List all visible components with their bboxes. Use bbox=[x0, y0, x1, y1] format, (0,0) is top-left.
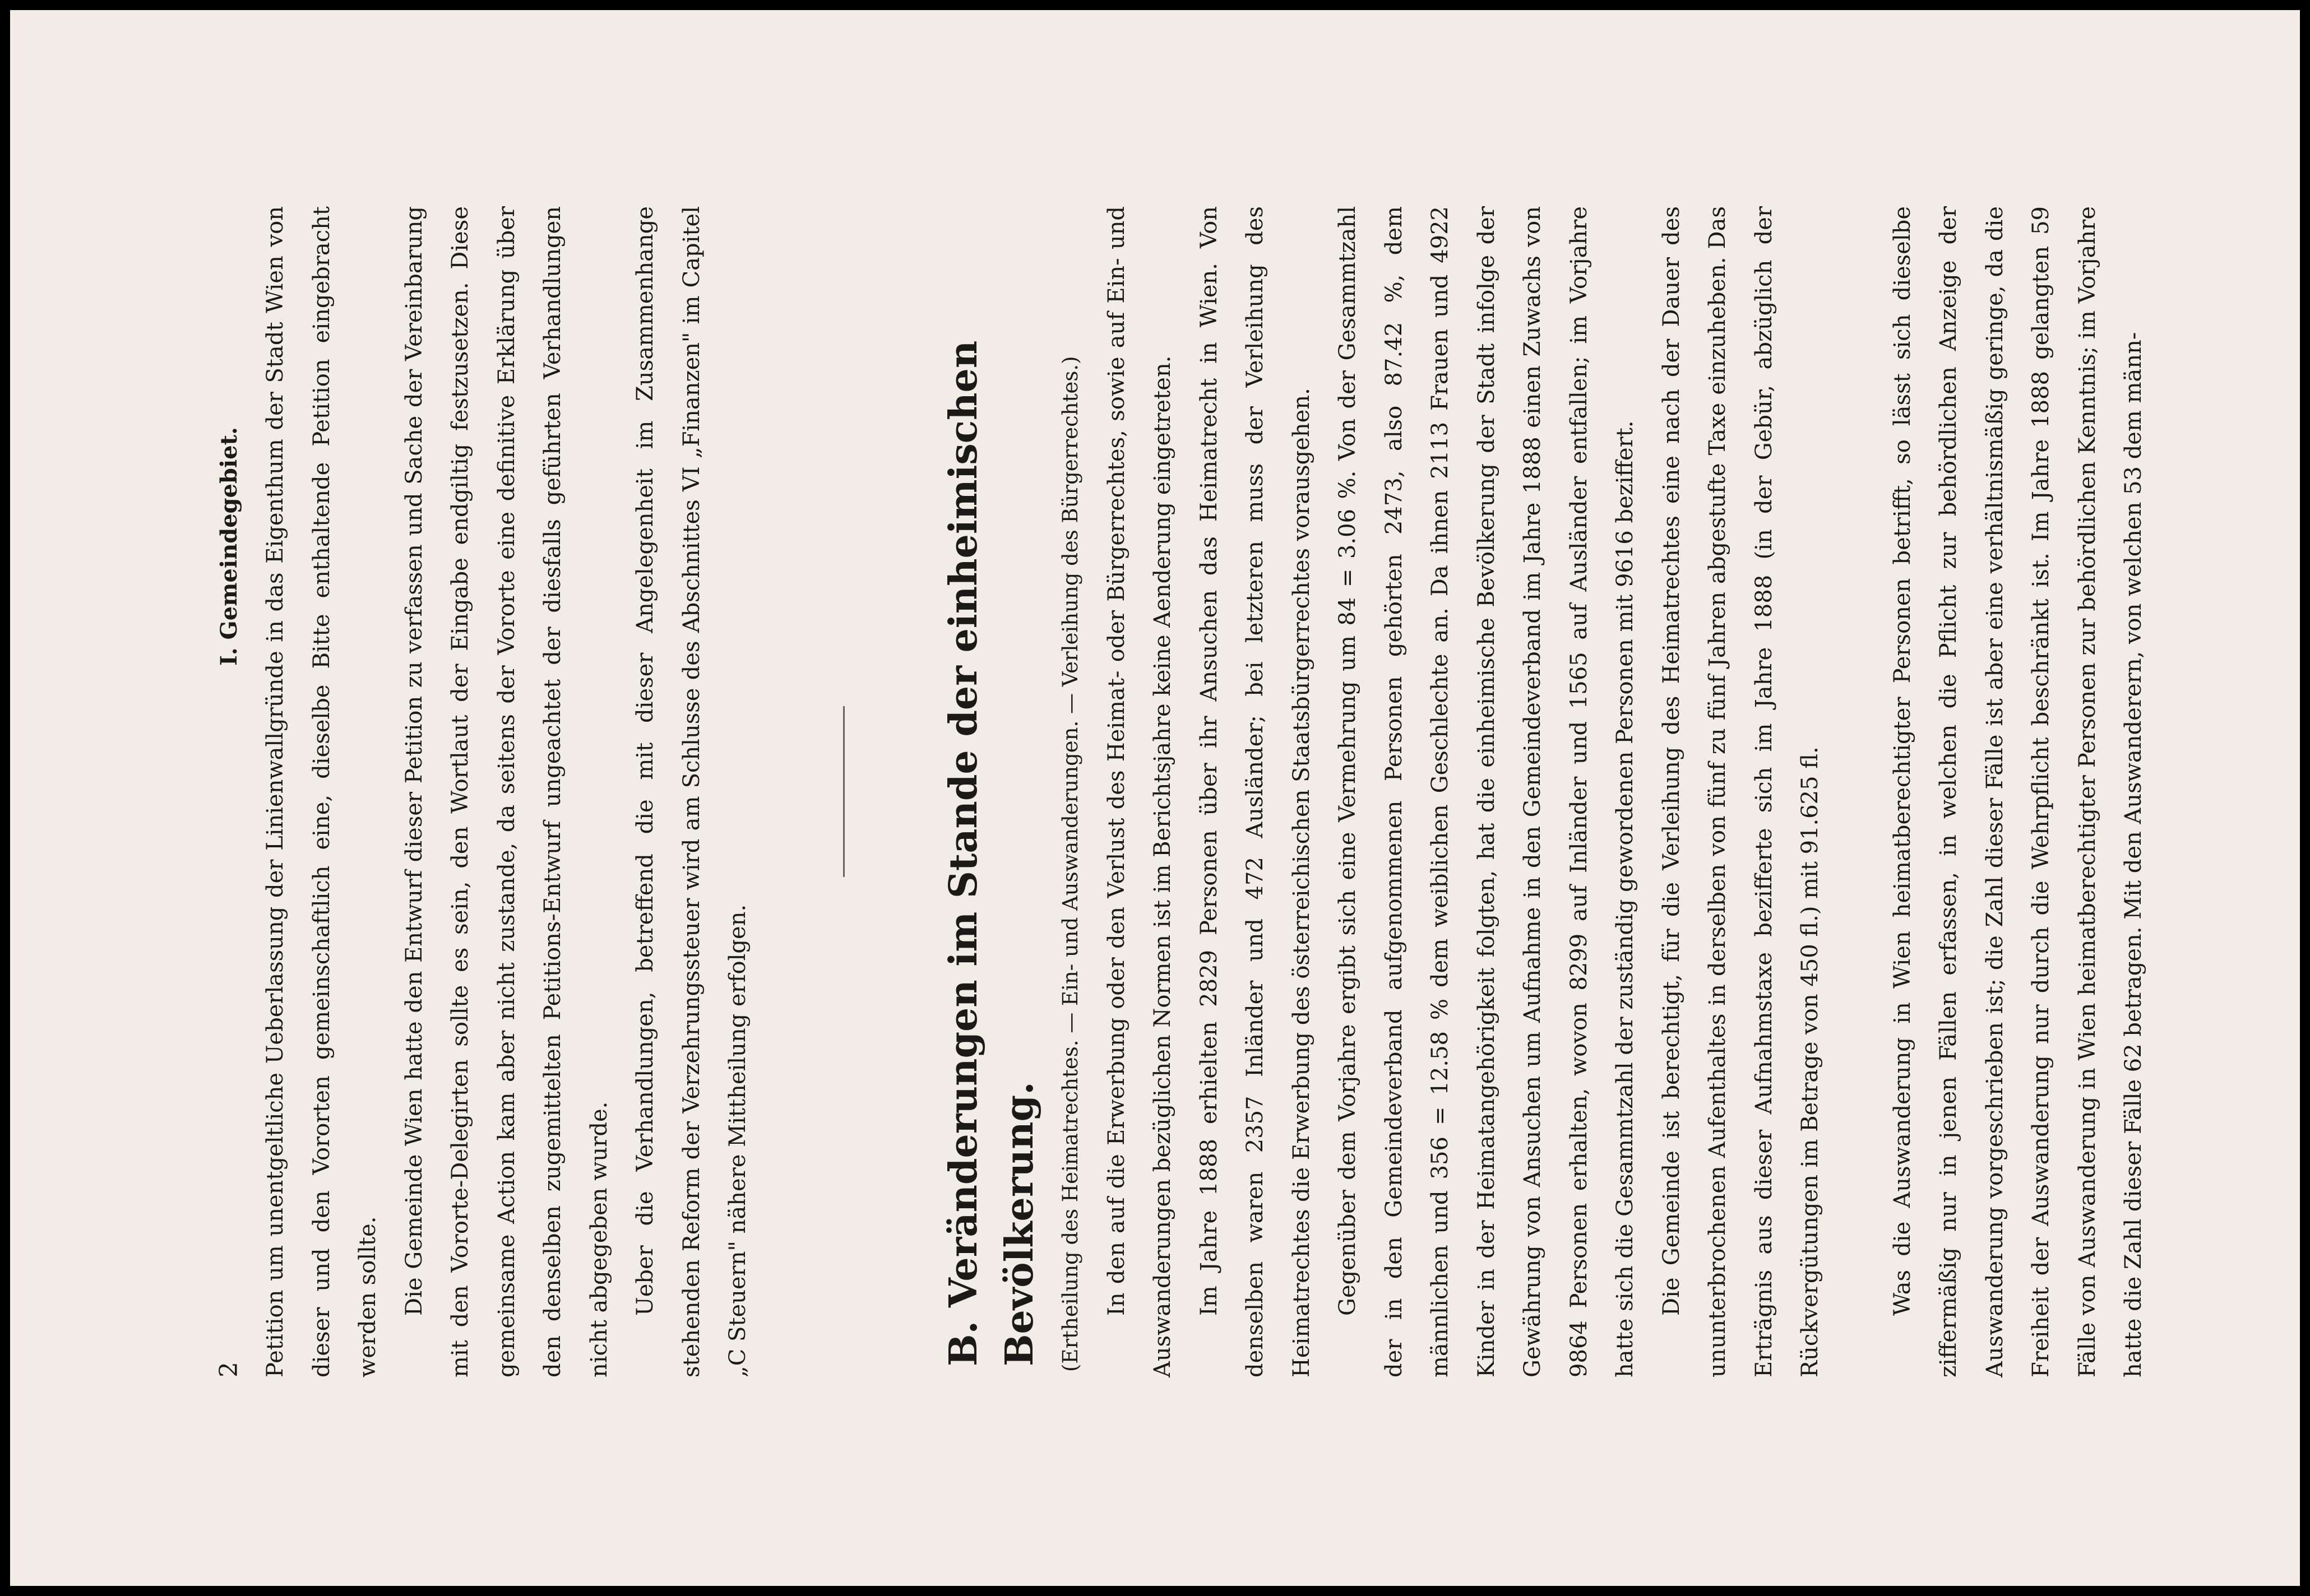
rotated-page-content bbox=[206, 206, 2310, 1377]
section-paragraph-4: Die Gemeinde ist berechtigt, für die Verleihung des Heimatrechtes eine nach der Dauer des ununterbrochenen Aufenthaltes in derselben von fünf zu fünf Jahren abgestufte Taxe einzuheben. Das Erträgnis aus dieser Aufnahmstaxe bezifferte sich im Jahre 1888 (in der Gebür, abzüglich der Rückvergütungen im Betrage von 450 fl.) mit 91.625 fl. bbox=[1658, 206, 1823, 1377]
paragraph-gap bbox=[1834, 206, 1880, 1377]
page-header bbox=[206, 206, 252, 1377]
section-paragraph-1: In den auf die Erwerbung oder den Verlust des Heimat- oder Bürgerrechtes, sowie auf Ein- und Auswanderungen bezüglichen Normen ist im Berichtsjahre keine Aenderung eingetreten. bbox=[1103, 206, 1175, 1377]
page-number: 2 bbox=[215, 1362, 243, 1377]
separator-rule bbox=[843, 707, 845, 878]
section-paragraph-3: Gegenüber dem Vorjahre ergibt sich eine Vermehrung um 84 = 3.06 %. Von der Gesammtzahl der in den Gemeindeverband aufgenommenen Personen gehörten 2473, also 87.42 %, dem männlichen und 356 = 12.58 % dem weiblichen Geschlechte an. Da ihnen 2113 Frauen und 4922 Kinder in der Heimatangehörigkeit folgten, hat die einheimische Bevölkerung der Stadt infolge der Gewährung von Ansuchen um Aufnahme in den Gemeindeverband im Jahre 1888 einen Zuwachs von 9864 Personen erhalten, wovon 8299 auf Inländer und 1565 auf Ausländer entfallen; im Vorjahre hatte sich die Gesammtzahl der zuständig gewordenen Personen mit 9616 beziffert. bbox=[1335, 206, 1638, 1377]
section-paragraph-5: Was die Auswanderung in Wien heimatberechtigter Personen betrifft, so lässt sich dieselbe ziffermäßig nur in jenen Fällen erfassen, in welchen die Pflicht zur behördlichen Anzeige der Auswanderung vorgeschrieben ist; die Zahl dieser Fälle ist aber eine verhältnismäßig geringe, da die Freiheit der Auswanderung nur durch die Wehrpflicht beschränkt ist. Im Jahre 1888 gelangten 59 Fälle von Auswanderung in Wien heimatberechtigter Personen zur behördlichen Kenntnis; im Vorjahre hatte die Zahl dieser Fälle 62 betragen. Mit den Auswanderern, von welchen 53 dem männ- bbox=[1889, 206, 2146, 1377]
intro-paragraph-1: Petition um unentgeltliche Ueberlassung der Linienwallgründe in das Eigenthum der Stadt Wien von dieser und den Vororten gemeinschaftlich eine, dieselbe Bitte enthaltende Petition eingebracht werden sollte. bbox=[262, 206, 381, 1377]
intro-paragraph-3: Ueber die Verhandlungen, betreffend die mit dieser Angelegenheit im Zusammenhange stehenden Reform der Verzehrungssteuer wird am Schlusse des Abschnittes VI „Finanzen" im Capitel „C Steuern" nähere Mittheilung erfolgen. bbox=[632, 206, 751, 1377]
running-head: I. Gemeindegebiet. bbox=[216, 426, 242, 666]
section-subtitle: (Ertheilung des Heimatrechtes. — Ein- und Auswanderungen. — Verleihung des Bürgerrechtes.) bbox=[1058, 356, 1082, 1372]
intro-paragraph-2: Die Gemeinde Wien hatte den Entwurf dieser Petition zu verfassen und Sache der Vereinbarung mit den Vororte-Delegirten sollte es sein, den Wortlaut der Eingabe endgiltig festzusetzen. Diese gemeinsame Action kam aber nicht zustande, da seitens der Vororte eine definitive Erklärung über den denselben zugemittelten Petitions-Entwurf ungeachtet der diesfalls geführten Verhandlungen nicht abgegeben wurde. bbox=[401, 206, 612, 1377]
section-paragraph-2: Im Jahre 1888 erhielten 2829 Personen über ihr Ansuchen das Heimatrecht in Wien. Von denselben waren 2357 Inländer und 472 Ausländer; bei letzteren muss der Verleihung des Heimatrechtes die Erwerbung des österreichischen Staatsbürgerrechtes vorausgehen. bbox=[1196, 206, 1314, 1377]
section-title: B. Veränderungen im Stande der einheimischen Bevölkerung. bbox=[941, 340, 1042, 1366]
